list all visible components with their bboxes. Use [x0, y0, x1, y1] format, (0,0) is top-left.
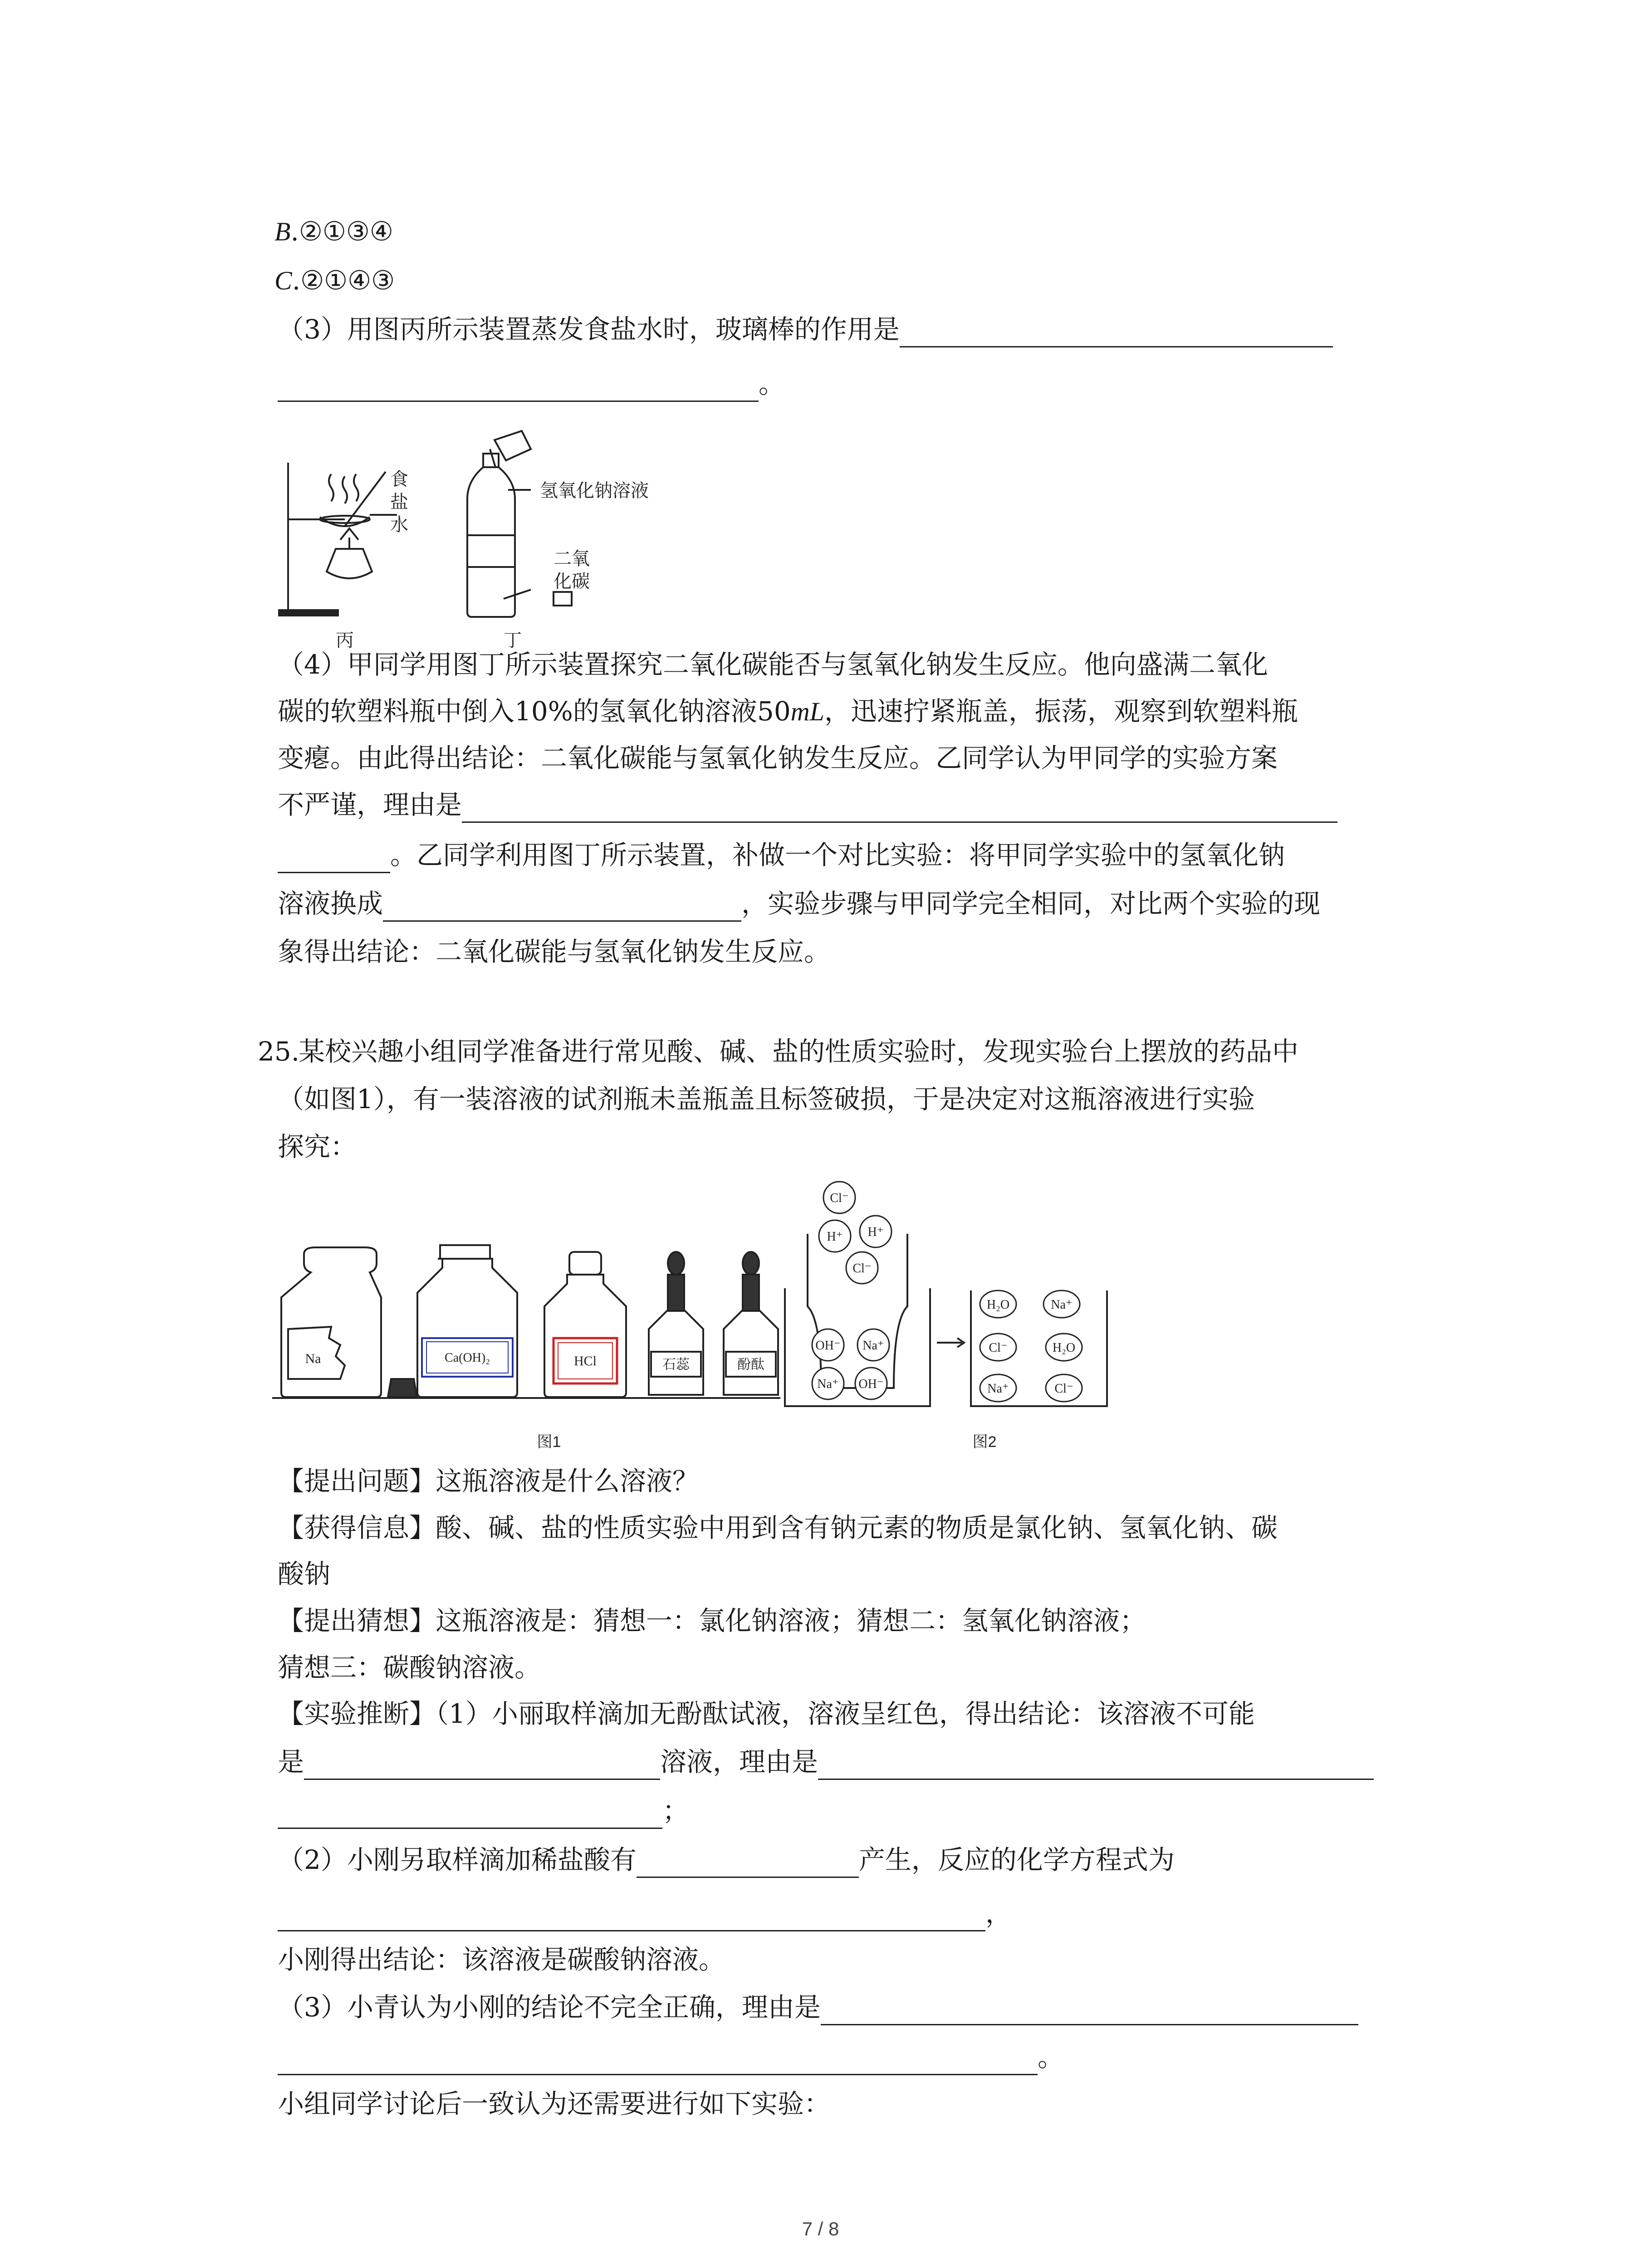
- ion-label: Cl⁻: [830, 1191, 849, 1205]
- q4-text: 不严谨，理由是: [278, 789, 462, 820]
- open-bottle: [281, 1247, 381, 1397]
- answer-blank[interactable]: [462, 793, 1337, 823]
- answer-blank[interactable]: [278, 1799, 662, 1829]
- ion-label: H⁺: [827, 1230, 843, 1244]
- stopper: [388, 1379, 417, 1397]
- infer-text: 。: [1038, 2042, 1064, 2072]
- q4-line5: [278, 837, 1285, 873]
- q4-text: 溶液换成: [278, 888, 383, 919]
- dropper-cap: [668, 1275, 684, 1311]
- q4-text: 碳的软塑料瓶中倒入10%的氢氧化钠溶液50: [278, 696, 791, 727]
- answer-blank[interactable]: [637, 1848, 859, 1878]
- shiyi-bottle: [649, 1311, 703, 1395]
- ion-label: Cl⁻: [989, 1341, 1008, 1355]
- answer-blank[interactable]: [383, 892, 741, 922]
- ion-label: H₂O: [1052, 1341, 1076, 1355]
- answer-blank[interactable]: [818, 1750, 1374, 1780]
- option-b: [274, 213, 393, 250]
- guess-line2: 猜想三：碳酸钠溶液。: [278, 1652, 541, 1683]
- ion-label: OH⁻: [815, 1339, 841, 1353]
- figure-bing-ding: [277, 422, 685, 658]
- ion-label: Na⁺: [1051, 1298, 1073, 1312]
- option-c: [274, 262, 395, 299]
- bottle-stopper: [569, 1252, 601, 1275]
- q4-text: 。乙同学利用图丁所示装置，补做一个对比实验：将甲同学实验中的氢氧化钠: [390, 840, 1285, 870]
- option-sep: .: [292, 265, 301, 296]
- q4-line2: [278, 693, 1298, 730]
- ion-label: H⁺: [867, 1225, 884, 1239]
- info-line1: 【获得信息】酸、碱、盐的性质实验中用到含有钠元素的物质是氯化钠、氢氧化钠、碳: [278, 1512, 1278, 1543]
- infer-line2: [278, 1744, 1374, 1780]
- infer-line1: 【实验推断】（1）小丽取样滴加无酚酞试液，溶液呈红色，得出结论：该溶液不可能: [278, 1698, 1255, 1729]
- bottle-label-litmus: 石蕊: [662, 1357, 690, 1372]
- fig-ding-label: 丁: [504, 631, 522, 650]
- infer-line7: [278, 1989, 1358, 2025]
- q3-end: 。: [759, 368, 785, 399]
- bottle-cap: [483, 454, 499, 467]
- unit-ml: mL: [790, 697, 824, 726]
- beaker: [495, 431, 531, 460]
- answer-blank[interactable]: [821, 1996, 1358, 2025]
- salt-water-label: 盐: [390, 492, 408, 512]
- q4-line4: [278, 787, 1337, 823]
- steam: [343, 476, 347, 503]
- bottle-label-na: Na: [305, 1351, 321, 1366]
- ion-label: Na⁺: [817, 1377, 839, 1391]
- bottle-label-hcl: HCl: [573, 1354, 597, 1369]
- alcohol-lamp: [327, 549, 372, 578]
- q4-text: ，实验步骤与甲同学完全相同，对比两个实验的现: [741, 888, 1321, 919]
- answer-blank[interactable]: [278, 1902, 985, 1931]
- co2-label: 二氧: [554, 549, 590, 569]
- q25-line1: 某校兴趣小组同学准备进行常见酸、碱、盐的性质实验时，发现实验台上摆放的药品中: [299, 1036, 1299, 1067]
- infer-text: 是: [278, 1746, 304, 1777]
- fig-bing-label: 丙: [336, 631, 354, 650]
- infer-text: ，: [985, 1898, 1012, 1929]
- fentai-bottle: [724, 1311, 778, 1395]
- infer-text: 产生，反应的化学方程式为: [858, 1844, 1175, 1875]
- steam: [354, 474, 358, 501]
- ion-label: OH⁻: [858, 1377, 884, 1391]
- q4-line6: [278, 885, 1320, 922]
- q3-line1: [278, 311, 1333, 347]
- page-number: 7 / 8: [802, 2218, 839, 2239]
- ion-label: Na⁺: [862, 1339, 884, 1353]
- ion-label: Cl⁻: [1054, 1382, 1073, 1396]
- answer-blank[interactable]: [304, 1750, 660, 1780]
- answer-blank[interactable]: [278, 372, 759, 402]
- ion-label: Na⁺: [987, 1382, 1009, 1396]
- infer-line4: [278, 1842, 1175, 1878]
- infer-line5: [278, 1895, 1012, 1931]
- q3-text: （3）用图丙所示装置蒸发食盐水时，玻璃棒的作用是: [278, 314, 900, 345]
- stand-base: [279, 610, 338, 616]
- dropper-bulb: [668, 1252, 684, 1275]
- reagents-figure: [272, 1161, 1180, 1470]
- q3-line2: [278, 366, 785, 402]
- plastic-bottle: [467, 467, 515, 617]
- q25-line3: 探究：: [278, 1131, 357, 1162]
- infer-text: ；: [662, 1795, 689, 1826]
- salt-water-label: 水: [390, 515, 408, 535]
- figure-1-2: [272, 1161, 1180, 1470]
- guess-line1: 【提出猜想】这瓶溶液是：猜想一：氯化钠溶液；猜想二：氢氧化钠溶液；: [278, 1605, 1146, 1636]
- bottle-stopper: [440, 1245, 490, 1259]
- salt-water-label: 食: [390, 469, 408, 489]
- q4-line7: 象得出结论：二氧化碳能与氢氧化钠发生反应。: [278, 936, 831, 967]
- label-leader: [504, 590, 531, 599]
- answer-blank[interactable]: [278, 2046, 1038, 2075]
- dropper-cap: [743, 1275, 759, 1311]
- option-letter: C: [274, 266, 292, 295]
- option-letter: B: [274, 217, 291, 246]
- bottle-label-phenolphthalein: 酚酞: [737, 1357, 764, 1372]
- q4-line3: 变瘪。由此得出结论：二氧化碳能与氢氧化钠发生反应。乙同学认为甲同学的实验方案: [278, 743, 1278, 773]
- q25-line2: （如图1），有一装溶液的试剂瓶未盖瓶盖且标签破损，于是决定对这瓶溶液进行实验: [278, 1084, 1255, 1114]
- naoh-label: 氢氧化钠溶液: [540, 481, 649, 501]
- option-text: ②①④③: [300, 265, 395, 296]
- apparatus-figure: [277, 422, 685, 658]
- infer-text: （2）小刚另取样滴加稀盐酸有: [278, 1844, 637, 1875]
- co2-label: 化碳: [554, 572, 590, 591]
- option-sep: .: [290, 216, 299, 247]
- answer-blank[interactable]: [278, 844, 390, 873]
- infer-line3: [278, 1793, 689, 1829]
- fig2-caption: 图2: [972, 1433, 997, 1451]
- ion-label: Cl⁻: [852, 1261, 872, 1276]
- infer-line8: [278, 2039, 1064, 2075]
- bottle-label-caoh2: Ca(OH)₂: [445, 1351, 490, 1365]
- question-number: 25.: [258, 1036, 300, 1067]
- infer-line9: 小组同学讨论后一致认为还需要进行如下实验：: [278, 2088, 831, 2119]
- infer-text: 溶液，理由是: [660, 1746, 818, 1777]
- info-line2: 酸钠: [278, 1559, 331, 1589]
- fig1-caption: 图1: [537, 1433, 561, 1451]
- q4-text: ，迅速拧紧瓶盖，振荡，观察到软塑料瓶: [824, 696, 1298, 727]
- co2-jar: [554, 592, 572, 606]
- q4-line1: （4）甲同学用图丁所示装置探究二氧化碳能否与氢氧化钠发生反应。他向盛满二氧化: [278, 649, 1268, 680]
- option-text: ②①③④: [299, 216, 393, 247]
- infer-text: （3）小青认为小刚的结论不完全正确，理由是: [278, 1992, 821, 2023]
- ion-label: H₂O: [986, 1298, 1010, 1312]
- answer-blank[interactable]: [900, 318, 1333, 347]
- steam: [329, 474, 333, 501]
- ask-question: 【提出问题】这瓶溶液是什么溶液？: [278, 1466, 699, 1496]
- dropper-bulb: [743, 1252, 759, 1275]
- infer-line6: 小刚得出结论：该溶液是碳酸钠溶液。: [278, 1944, 725, 1975]
